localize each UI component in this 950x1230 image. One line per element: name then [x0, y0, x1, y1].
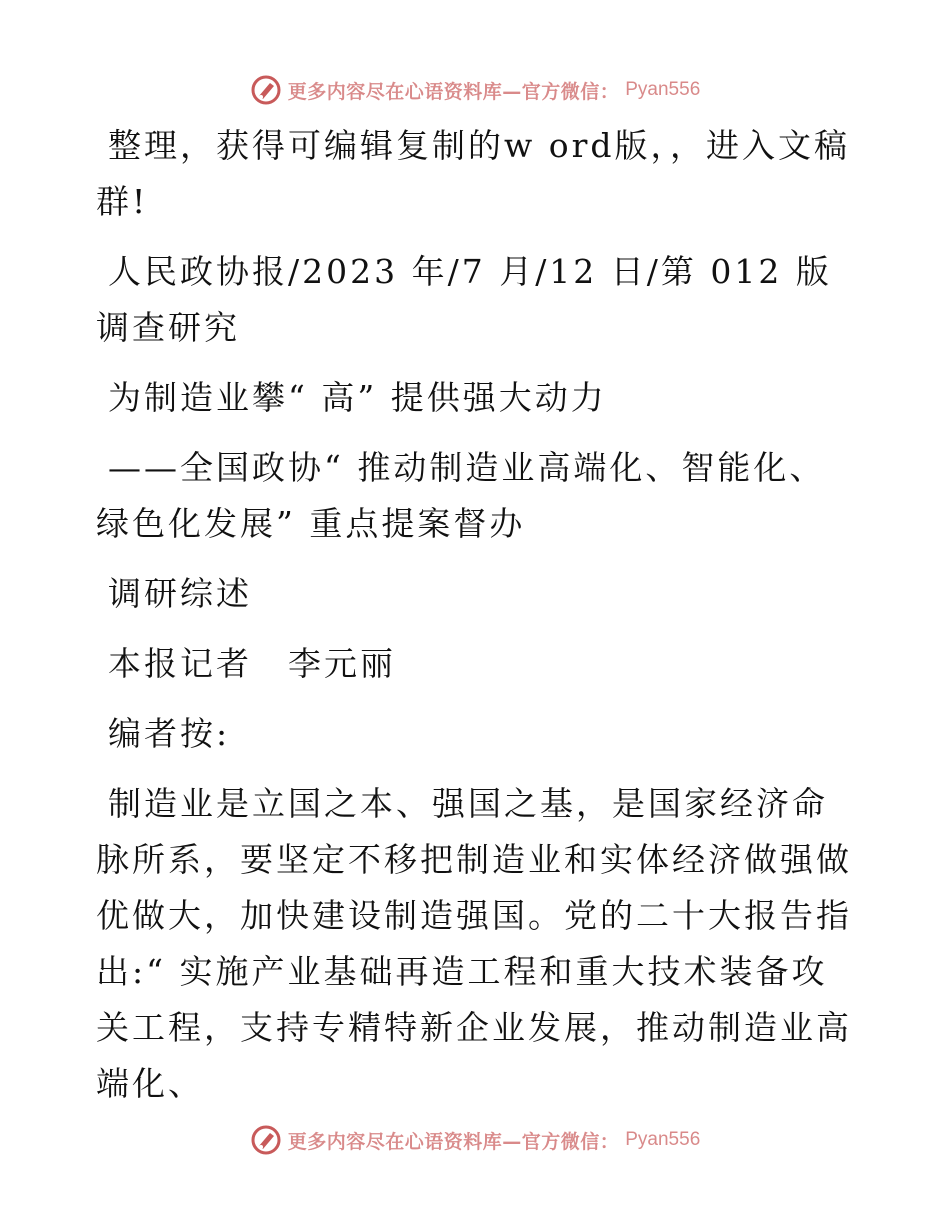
- document-body: [96, 118, 856, 1126]
- footer-watermark: [0, 1120, 950, 1160]
- watermark-text: 更多内容尽在心语资料库—官方微信：: [287, 80, 620, 103]
- watermark-id: Pyan556: [625, 79, 701, 100]
- watermark-text: 更多内容尽在心语资料库—官方微信：: [287, 1130, 620, 1153]
- intro-line: 整理，获得可编辑复制的w ord版，，进入文稿群!: [96, 126, 851, 221]
- pen-logo-icon: [250, 1124, 282, 1156]
- body-paragraph: 制造业是立国之本、强国之基，是国家经济命脉所系，要坚定不移把制造业和实体经济做强做优做大，加快建设制造强国。党的二十大报告指出:“ 实施产业基础再造工程和重大技术装备攻关工程，支持专精特新企业发展，推动制造业高端化、: [96, 784, 852, 1103]
- editor-note-label: 编者按:: [108, 714, 231, 753]
- pen-logo-icon: [250, 74, 282, 106]
- watermark-id: Pyan556: [625, 1129, 701, 1150]
- source-line: 人民政协报/2023 年/7 月/12 日/第 012 版调查研究: [96, 252, 832, 347]
- byline: 本报记者 李元丽: [108, 644, 396, 683]
- article-subtitle-cont: 调研综述: [108, 574, 252, 613]
- article-title: 为制造业攀“ 高” 提供强大动力: [108, 378, 607, 417]
- article-subtitle: ——全国政协“ 推动制造业高端化、智能化、绿色化发展” 重点提案督办: [96, 448, 826, 543]
- header-watermark: [0, 70, 950, 110]
